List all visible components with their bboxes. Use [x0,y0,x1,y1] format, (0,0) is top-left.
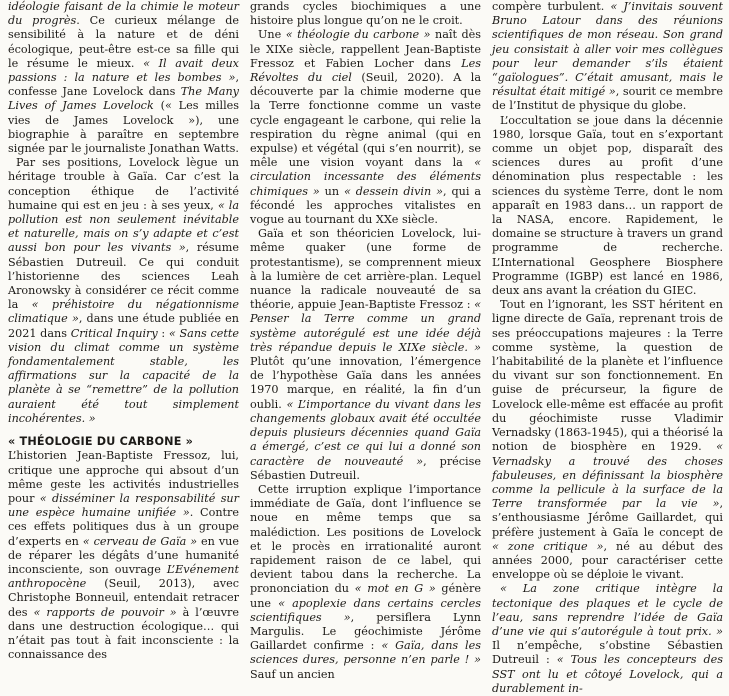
text-run: . Ce curieux mélange de sensibilité à la nature et de déni écologique, peut-être est-ce sa fille qui le résume le mieux. [8,14,239,70]
text-run: Cette irruption explique l’importance immédiate de Gaïa, dont l’influence se noue en même temps que sa malédiction. Les positions de Lovelock et le procès en irrationalité auront rapidement raison de ce label, qui devient tabou dans la recherche. La prononciation du [250,482,481,596]
text-column-1 [8,0,240,662]
article-paragraph [492,0,723,114]
italic-text: « dessein divin » [344,184,443,198]
text-column-2 [250,0,482,681]
text-run: . Contre ces effets politiques dus à un groupe d’experts en [8,506,239,548]
text-run: Gaïa et son théoricien Lovelock, lui-même quaker (une forme de protestantisme), se comprennent mieux à la lumière de cet arrière-plan. Lequel nuance la radicale nouveauté de sa théorie, appuie Jean-Baptiste Fressoz : [250,227,481,312]
text-run: : [157,326,169,340]
text-run: , sourit ce membre de l’Institut de physique du globe. [492,85,724,113]
section-subheading: « THÉOLOGIE DU CARBONE » [8,435,194,449]
italic-text: « préhistoire du négationnisme climatique » [8,298,239,326]
article-paragraph [8,156,239,426]
text-run: , confesse Jane Lovelock dans [8,71,239,99]
text-run: compère turbulent. [492,0,611,13]
italic-text: « la pollution est non seulement inévitable et naturelle, mais on s’y adapte et c’est aussi bon pour les vivants » [8,198,240,255]
text-run: grands cycles biochimiques a une histoire plus longue qu’on ne le croit. [250,0,481,28]
text-run: , dans une étude publiée en 2021 dans [8,312,239,340]
italic-text: The Many Lives of James Lovelock [8,85,239,113]
article-paragraph [8,0,239,156]
text-run: , persiflera Lynn Margulis. Le géochimiste Jérôme Gaillardet confirme : [250,610,481,653]
italic-text: Critical Inquiry [70,326,158,340]
text-run: , résume Sébastien Dutreuil. Ce qui conduit l’historienne des sciences Leah Aronowsky à considérer ce récit comme la [8,241,239,312]
italic-text: « L’importance du vivant dans les changements globaux avait été occultée depuis plusieurs décennies quand Gaïa a émergé, c’est ce qui lui a donné son caractère de nouveauté » [250,397,481,468]
text-run: , qui a fécondé les approches vitalistes en vogue au tournant du XXe siècle. [250,184,481,227]
italic-text: « cerveau de Gaïa » [82,534,198,548]
italic-text: « théologie du carbone » [285,28,431,42]
italic-text: « Vernadsky a trouvé des choses fabuleuses, en définissant la biosphère comme la pellicule à la surface de la Terre transformée par la vie » [492,440,723,511]
italic-text: « rapports de pouvoir » [33,605,177,619]
text-run: (Seuil, 2013), avec Christophe Bonneuil, entendait retracer des [8,577,239,619]
text-run: génère une [250,582,481,610]
text-run: un [319,184,344,198]
text-run: , précise Sébastien Dutreuil. [250,454,481,482]
italic-text: « disséminer la responsabilité sur une espèce humaine unifiée » [8,491,239,520]
text-run: L’occultation se joue dans la décennie 1980, lorsque Gaïa, tout en s’exportant comme un objet pop, disparaît des sciences dures au profit d’une dénomination plus respectable : les sciences du système Terre, dont le nom apparaît en 1983 dans… un rapport de la NASA, encore. Rapidement, le domaine se structure à travers un grand programme de recherche. L’International Geosphere Biosphere Programme (IGBP) est lancé en 1986, deux ans avant la création du GIEC. [492,113,723,298]
italic-text: Les Révoltes du ciel [250,56,481,85]
text-run: Tout en l’ignorant, les SST héritent en ligne directe de Gaïa, reprenant trois de ses préoccupations majeures : la Terre comme système, la question de l’habitabilité de la planète et l’influence du vivant sur son fonctionnement. En guise de précurseur, la figure de Lovelock elle-même est effacée au profit du géochimiste russe Vladimir Vernadsky (1863-1945), qui a théorisé la notion de biosphère en 1929. [492,298,723,454]
text-run: Une [258,28,286,42]
italic-text: « Gaïa, dans les sciences dures, personne n’en parle ! » [250,639,481,667]
italic-text: « Sans cette vision du climat comme un système fondamentalement stable, les affirmations sur la capacité de la planète à se “remettre” de la pollution auraient été tout simplement incohérentes. » [8,326,239,425]
text-run: L’historien Jean-Baptiste Fressoz, lui, critique une approche qui absout d’un même geste les activités industrielles pour [8,449,239,505]
text-run: (Seuil, 2020). A la découverte par la chimie moderne que la Terre fonctionne comme un vaste cycle engageant le carbone, qui relie la respiration du règne animal (qui en expulse) et végétal (qui s’en nourrit), se mêle une vision voyant dans la [250,71,482,170]
text-run: Plutôt qu’une innovation, l’émergence de l’hypothèse Gaïa dans les années 1970 marque, en réalité, la fin d’un oubli. [250,355,481,411]
article-paragraph [492,298,723,582]
italic-text: « circulation incessante des éléments chimiques » [250,156,481,198]
article-paragraph [250,0,481,28]
article-paragraph [250,28,481,227]
italic-text: « apoplexie dans certains cercles scientifiques » [250,596,481,624]
italic-text: « Il avait deux passions : la nature et les bombes » [8,56,239,85]
italic-text: « mot en G » [354,582,436,596]
article-paragraph [492,114,723,299]
text-run: à l’œuvre dans une destruction écologique… qui n’était pas tout à fait inconsciente : la connaissance des [8,605,239,662]
text-run: (« Les milles vies de James Lovelock »), une biographie à paraître en septembre signée par le journaliste Jonathan Watts. [8,99,240,156]
italic-text: L’Evénement anthropocène [8,562,239,591]
italic-text: « La zone critique intègre la tectonique des plaques et le cycle de l’eau, sans reprendre l’idée de Gaïa d’une vie qui s’autorégule à tout prix. » [492,582,723,638]
italic-text: « J’invitais souvent Bruno Latour dans des réunions scientifiques de mon réseau. Son grand jeu consistait à aller voir mes collègues pour leur demander s’ils étaient “gaïologues”. C’était amusant, mais le résultat était mitigé » [492,0,723,99]
text-column-3 [492,0,724,695]
text-run: Sauf un ancien [250,667,335,681]
article-paragraph [8,449,239,662]
text-run: , né au début des années 2000, pour caractériser cette enveloppe où se déploie le vivant. [492,539,723,582]
text-run: en vue de réparer les dégâts d’une humanité inconsciente, son ouvrage [8,534,239,576]
italic-text: « Penser la Terre comme un grand système autorégulé est une idée déjà très répandue depuis le XIXe siècle. » [250,298,481,354]
italic-text: idéologie faisant de la chimie le moteur du progrès [8,0,239,28]
article-paragraph [250,483,481,682]
text-run: Il n’empêche, s’obstine Sébastien Dutreuil : [492,639,723,667]
italic-text: « Tous les concepteurs des SST ont lu et côtoyé Lovelock, qui a durablement in- [492,653,723,695]
article-paragraph [492,582,723,696]
article-paragraph [250,227,481,483]
italic-text: « zone critique » [492,539,604,553]
text-run: , s’enthousiasme Jérôme Gaillardet, qui préfère justement à Gaïa le concept de [492,497,723,539]
text-run: Par ses positions, Lovelock lègue un héritage trouble à Gaïa. Car c’est la conception éthique de l’activité humaine qui est en jeu : à ses yeux, [8,156,239,212]
text-run: naît dès le XIXe siècle, rappellent Jean-Baptiste Fressoz et Fabien Locher dans [250,28,481,70]
